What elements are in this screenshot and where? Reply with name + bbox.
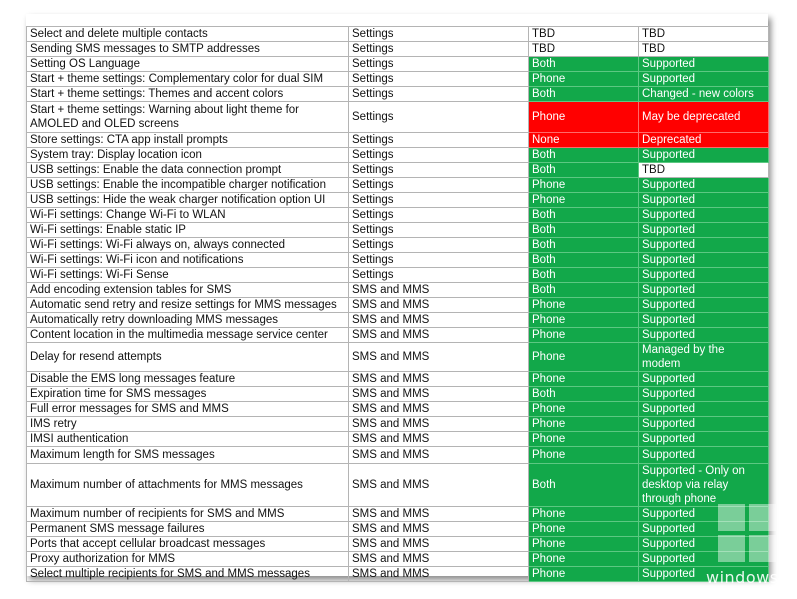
availability-cell[interactable]: TBD: [529, 42, 639, 57]
table-row: [27, 223, 769, 238]
table-row: [27, 27, 769, 42]
status-cell[interactable]: Supported: [639, 417, 769, 432]
status-cell[interactable]: TBD: [639, 27, 769, 42]
feature-cell[interactable]: USB settings: Enable the incompatible charger notification: [27, 178, 349, 193]
feature-cell[interactable]: Delay for resend attempts: [27, 343, 349, 372]
availability-cell[interactable]: Phone: [529, 417, 639, 432]
table-row: [27, 567, 769, 582]
category-cell[interactable]: SMS and MMS: [349, 537, 529, 552]
table-row: [27, 133, 769, 148]
availability-cell[interactable]: Both: [529, 387, 639, 402]
table-row: [27, 268, 769, 283]
availability-cell[interactable]: Both: [529, 163, 639, 178]
status-cell[interactable]: Managed by the modem: [639, 343, 769, 372]
feature-cell[interactable]: Wi-Fi settings: Change Wi-Fi to WLAN: [27, 208, 349, 223]
category-cell[interactable]: SMS and MMS: [349, 328, 529, 343]
availability-cell[interactable]: Phone: [529, 447, 639, 464]
table-row: [27, 464, 769, 507]
availability-cell[interactable]: Both: [529, 238, 639, 253]
category-cell[interactable]: SMS and MMS: [349, 522, 529, 537]
availability-cell[interactable]: Phone: [529, 102, 639, 133]
feature-cell[interactable]: Setting OS Language: [27, 57, 349, 72]
table-row: [27, 522, 769, 537]
availability-cell[interactable]: Phone: [529, 193, 639, 208]
table-row: [27, 537, 769, 552]
availability-cell[interactable]: Phone: [529, 372, 639, 387]
spreadsheet-table-image: [26, 14, 797, 587]
category-cell[interactable]: Settings: [349, 87, 529, 102]
category-cell[interactable]: SMS and MMS: [349, 417, 529, 432]
category-cell[interactable]: Settings: [349, 148, 529, 163]
table-row: [27, 343, 769, 372]
feature-cell[interactable]: Start + theme settings: Complementary color for dual SIM: [27, 72, 349, 87]
availability-cell[interactable]: Both: [529, 208, 639, 223]
availability-cell[interactable]: Both: [529, 253, 639, 268]
category-cell[interactable]: SMS and MMS: [349, 432, 529, 447]
table-row: [27, 148, 769, 163]
availability-cell[interactable]: Phone: [529, 522, 639, 537]
feature-cell[interactable]: Wi-Fi settings: Wi-Fi always on, always connected: [27, 238, 349, 253]
status-cell[interactable]: Supported: [639, 328, 769, 343]
availability-cell[interactable]: Phone: [529, 328, 639, 343]
availability-cell[interactable]: Phone: [529, 402, 639, 417]
status-cell[interactable]: Supported: [639, 253, 769, 268]
availability-cell[interactable]: Both: [529, 57, 639, 72]
table-row: [27, 447, 769, 464]
status-cell[interactable]: Supported: [639, 447, 769, 464]
availability-cell[interactable]: Phone: [529, 537, 639, 552]
category-cell[interactable]: Settings: [349, 163, 529, 178]
table-row: [27, 402, 769, 417]
status-cell[interactable]: Supported: [639, 208, 769, 223]
table-row: [27, 298, 769, 313]
feature-cell[interactable]: Maximum number of attachments for MMS messages: [27, 464, 349, 507]
status-cell[interactable]: Supported: [639, 223, 769, 238]
category-cell[interactable]: SMS and MMS: [349, 447, 529, 464]
category-cell[interactable]: SMS and MMS: [349, 298, 529, 313]
category-cell[interactable]: SMS and MMS: [349, 313, 529, 328]
category-cell[interactable]: Settings: [349, 72, 529, 87]
feature-cell[interactable]: IMS retry: [27, 417, 349, 432]
feature-cell[interactable]: Ports that accept cellular broadcast messages: [27, 537, 349, 552]
table-row: [27, 87, 769, 102]
table-row: [27, 328, 769, 343]
feature-cell[interactable]: System tray: Display location icon: [27, 148, 349, 163]
table-row: [27, 57, 769, 72]
status-cell[interactable]: Supported - Only on desktop via relay through phone: [639, 464, 769, 507]
feature-support-table: [26, 26, 769, 582]
category-cell[interactable]: Settings: [349, 208, 529, 223]
feature-cell[interactable]: Start + theme settings: Warning about light theme for AMOLED and OLED screens: [27, 102, 349, 133]
table-row: [27, 283, 769, 298]
availability-cell[interactable]: Phone: [529, 432, 639, 447]
status-cell[interactable]: Supported: [639, 178, 769, 193]
category-cell[interactable]: SMS and MMS: [349, 552, 529, 567]
table-row: [27, 163, 769, 178]
status-cell[interactable]: Supported: [639, 537, 769, 552]
feature-cell[interactable]: Full error messages for SMS and MMS: [27, 402, 349, 417]
table-row: [27, 72, 769, 87]
feature-cell[interactable]: Disable the EMS long messages feature: [27, 372, 349, 387]
availability-cell[interactable]: Both: [529, 87, 639, 102]
availability-cell[interactable]: TBD: [529, 27, 639, 42]
status-cell[interactable]: Supported: [639, 57, 769, 72]
category-cell[interactable]: Settings: [349, 238, 529, 253]
category-cell[interactable]: Settings: [349, 223, 529, 238]
category-cell[interactable]: SMS and MMS: [349, 372, 529, 387]
availability-cell[interactable]: Both: [529, 464, 639, 507]
feature-cell[interactable]: Proxy authorization for MMS: [27, 552, 349, 567]
category-cell[interactable]: Settings: [349, 27, 529, 42]
table-row: [27, 417, 769, 432]
table-row: [27, 313, 769, 328]
category-cell[interactable]: Settings: [349, 42, 529, 57]
status-cell[interactable]: Supported: [639, 298, 769, 313]
category-cell[interactable]: Settings: [349, 193, 529, 208]
table-body: [27, 27, 769, 582]
table-row: [27, 372, 769, 387]
availability-cell[interactable]: None: [529, 133, 639, 148]
category-cell[interactable]: Settings: [349, 57, 529, 72]
table-row: [27, 552, 769, 567]
availability-cell[interactable]: Phone: [529, 567, 639, 582]
availability-cell[interactable]: Phone: [529, 72, 639, 87]
status-cell[interactable]: Supported: [639, 72, 769, 87]
status-cell[interactable]: Supported: [639, 268, 769, 283]
status-cell[interactable]: TBD: [639, 42, 769, 57]
feature-cell[interactable]: IMSI authentication: [27, 432, 349, 447]
feature-cell[interactable]: Automatically retry downloading MMS messages: [27, 313, 349, 328]
table-row: [27, 193, 769, 208]
category-cell[interactable]: Settings: [349, 268, 529, 283]
availability-cell[interactable]: Phone: [529, 298, 639, 313]
availability-cell[interactable]: Phone: [529, 343, 639, 372]
table-row: [27, 208, 769, 223]
status-cell[interactable]: May be deprecated: [639, 102, 769, 133]
table-row: [27, 102, 769, 133]
feature-cell[interactable]: Expiration time for SMS messages: [27, 387, 349, 402]
category-cell[interactable]: SMS and MMS: [349, 387, 529, 402]
table-row: [27, 42, 769, 57]
table-row: [27, 178, 769, 193]
category-cell[interactable]: SMS and MMS: [349, 283, 529, 298]
availability-cell[interactable]: Both: [529, 283, 639, 298]
feature-cell[interactable]: Start + theme settings: Themes and accent colors: [27, 87, 349, 102]
status-cell[interactable]: Supported: [639, 283, 769, 298]
availability-cell[interactable]: Both: [529, 148, 639, 163]
watermark-text-mania: mania.pl: [778, 500, 797, 570]
category-cell[interactable]: Settings: [349, 253, 529, 268]
status-cell[interactable]: Supported: [639, 552, 769, 567]
status-cell[interactable]: Supported: [639, 193, 769, 208]
status-cell[interactable]: Supported: [639, 567, 769, 582]
status-cell[interactable]: Supported: [639, 238, 769, 253]
feature-cell[interactable]: Sending SMS messages to SMTP addresses: [27, 42, 349, 57]
table-row: [27, 387, 769, 402]
status-cell[interactable]: Supported: [639, 522, 769, 537]
feature-cell[interactable]: Add encoding extension tables for SMS: [27, 283, 349, 298]
category-cell[interactable]: SMS and MMS: [349, 507, 529, 522]
feature-cell[interactable]: Maximum length for SMS messages: [27, 447, 349, 464]
status-cell[interactable]: Deprecated: [639, 133, 769, 148]
status-cell[interactable]: Supported: [639, 387, 769, 402]
table-row: [27, 432, 769, 447]
category-cell[interactable]: Settings: [349, 178, 529, 193]
status-cell[interactable]: Changed - new colors: [639, 87, 769, 102]
feature-cell[interactable]: Permanent SMS message failures: [27, 522, 349, 537]
category-cell[interactable]: SMS and MMS: [349, 464, 529, 507]
table-row: [27, 238, 769, 253]
feature-cell[interactable]: Maximum number of recipients for SMS and MMS: [27, 507, 349, 522]
feature-cell[interactable]: USB settings: Enable the data connection prompt: [27, 163, 349, 178]
feature-cell[interactable]: Store settings: CTA app install prompts: [27, 133, 349, 148]
category-cell[interactable]: Settings: [349, 133, 529, 148]
availability-cell[interactable]: Phone: [529, 178, 639, 193]
status-cell[interactable]: Supported: [639, 372, 769, 387]
availability-cell[interactable]: Phone: [529, 313, 639, 328]
feature-cell[interactable]: Wi-Fi settings: Wi-Fi Sense: [27, 268, 349, 283]
availability-cell[interactable]: Both: [529, 268, 639, 283]
status-cell[interactable]: Supported: [639, 432, 769, 447]
feature-cell[interactable]: Automatic send retry and resize settings for MMS messages: [27, 298, 349, 313]
feature-cell[interactable]: Wi-Fi settings: Enable static IP: [27, 223, 349, 238]
feature-cell[interactable]: Select and delete multiple contacts: [27, 27, 349, 42]
feature-cell[interactable]: Select multiple recipients for SMS and MMS messages: [27, 567, 349, 582]
feature-cell[interactable]: USB settings: Hide the weak charger notification option UI: [27, 193, 349, 208]
category-cell[interactable]: SMS and MMS: [349, 402, 529, 417]
status-cell[interactable]: Supported: [639, 313, 769, 328]
status-cell[interactable]: Supported: [639, 402, 769, 417]
category-cell[interactable]: SMS and MMS: [349, 567, 529, 582]
table-row: [27, 507, 769, 522]
status-cell[interactable]: TBD: [639, 163, 769, 178]
category-cell[interactable]: SMS and MMS: [349, 343, 529, 372]
status-cell[interactable]: Supported: [639, 507, 769, 522]
availability-cell[interactable]: Phone: [529, 552, 639, 567]
feature-cell[interactable]: Content location in the multimedia message service center: [27, 328, 349, 343]
status-cell[interactable]: Supported: [639, 148, 769, 163]
category-cell[interactable]: Settings: [349, 102, 529, 133]
feature-cell[interactable]: Wi-Fi settings: Wi-Fi icon and notifications: [27, 253, 349, 268]
table-row: [27, 253, 769, 268]
availability-cell[interactable]: Both: [529, 223, 639, 238]
availability-cell[interactable]: Phone: [529, 507, 639, 522]
watermark-text-windows: windows: [706, 568, 779, 587]
